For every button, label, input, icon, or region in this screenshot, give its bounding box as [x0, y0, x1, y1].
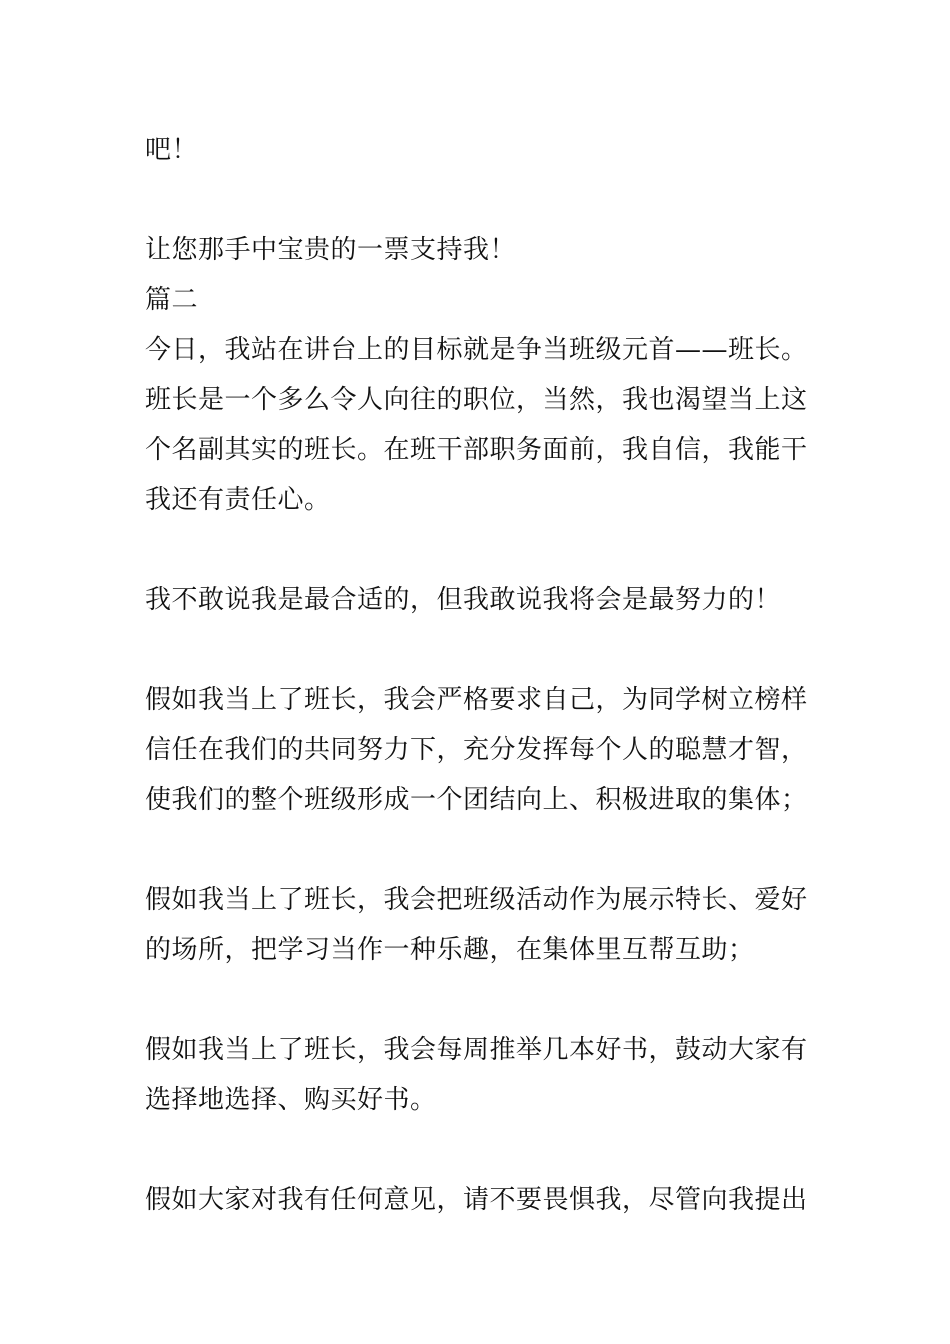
- text-line: 我还有责任心。: [145, 485, 331, 515]
- text-line: 个名副其实的班长。在班干部职务面前，我自信，我能干: [145, 435, 808, 465]
- text-line: 使我们的整个班级形成一个团结向上、积极进取的集体；: [145, 785, 808, 815]
- text-line: 今日，我站在讲台上的目标就是争当班级元首——班长。: [145, 335, 808, 365]
- text-line: 班长是一个多么令人向往的职位，当然，我也渴望当上这: [145, 385, 808, 415]
- text-line: 让您那手中宝贵的一票支持我！: [145, 235, 517, 265]
- section-heading: 篇二: [145, 285, 199, 315]
- text-line: 假如大家对我有任何意见，请不要畏惧我，尽管向我提出: [145, 1185, 808, 1215]
- text-line: 选择地选择、购买好书。: [145, 1085, 437, 1115]
- text-line: 信任在我们的共同努力下，充分发挥每个人的聪慧才智，: [145, 735, 808, 765]
- text-line: 假如我当上了班长，我会每周推举几本好书，鼓动大家有: [145, 1035, 808, 1065]
- text-line: 的场所，把学习当作一种乐趣，在集体里互帮互助；: [145, 935, 755, 965]
- text-line: 我不敢说我是最合适的，但我敢说我将会是最努力的！: [145, 585, 782, 615]
- text-line: 假如我当上了班长，我会严格要求自己，为同学树立榜样: [145, 685, 808, 715]
- text-line: 假如我当上了班长，我会把班级活动作为展示特长、爱好: [145, 885, 808, 915]
- text-line: 吧！: [145, 135, 199, 165]
